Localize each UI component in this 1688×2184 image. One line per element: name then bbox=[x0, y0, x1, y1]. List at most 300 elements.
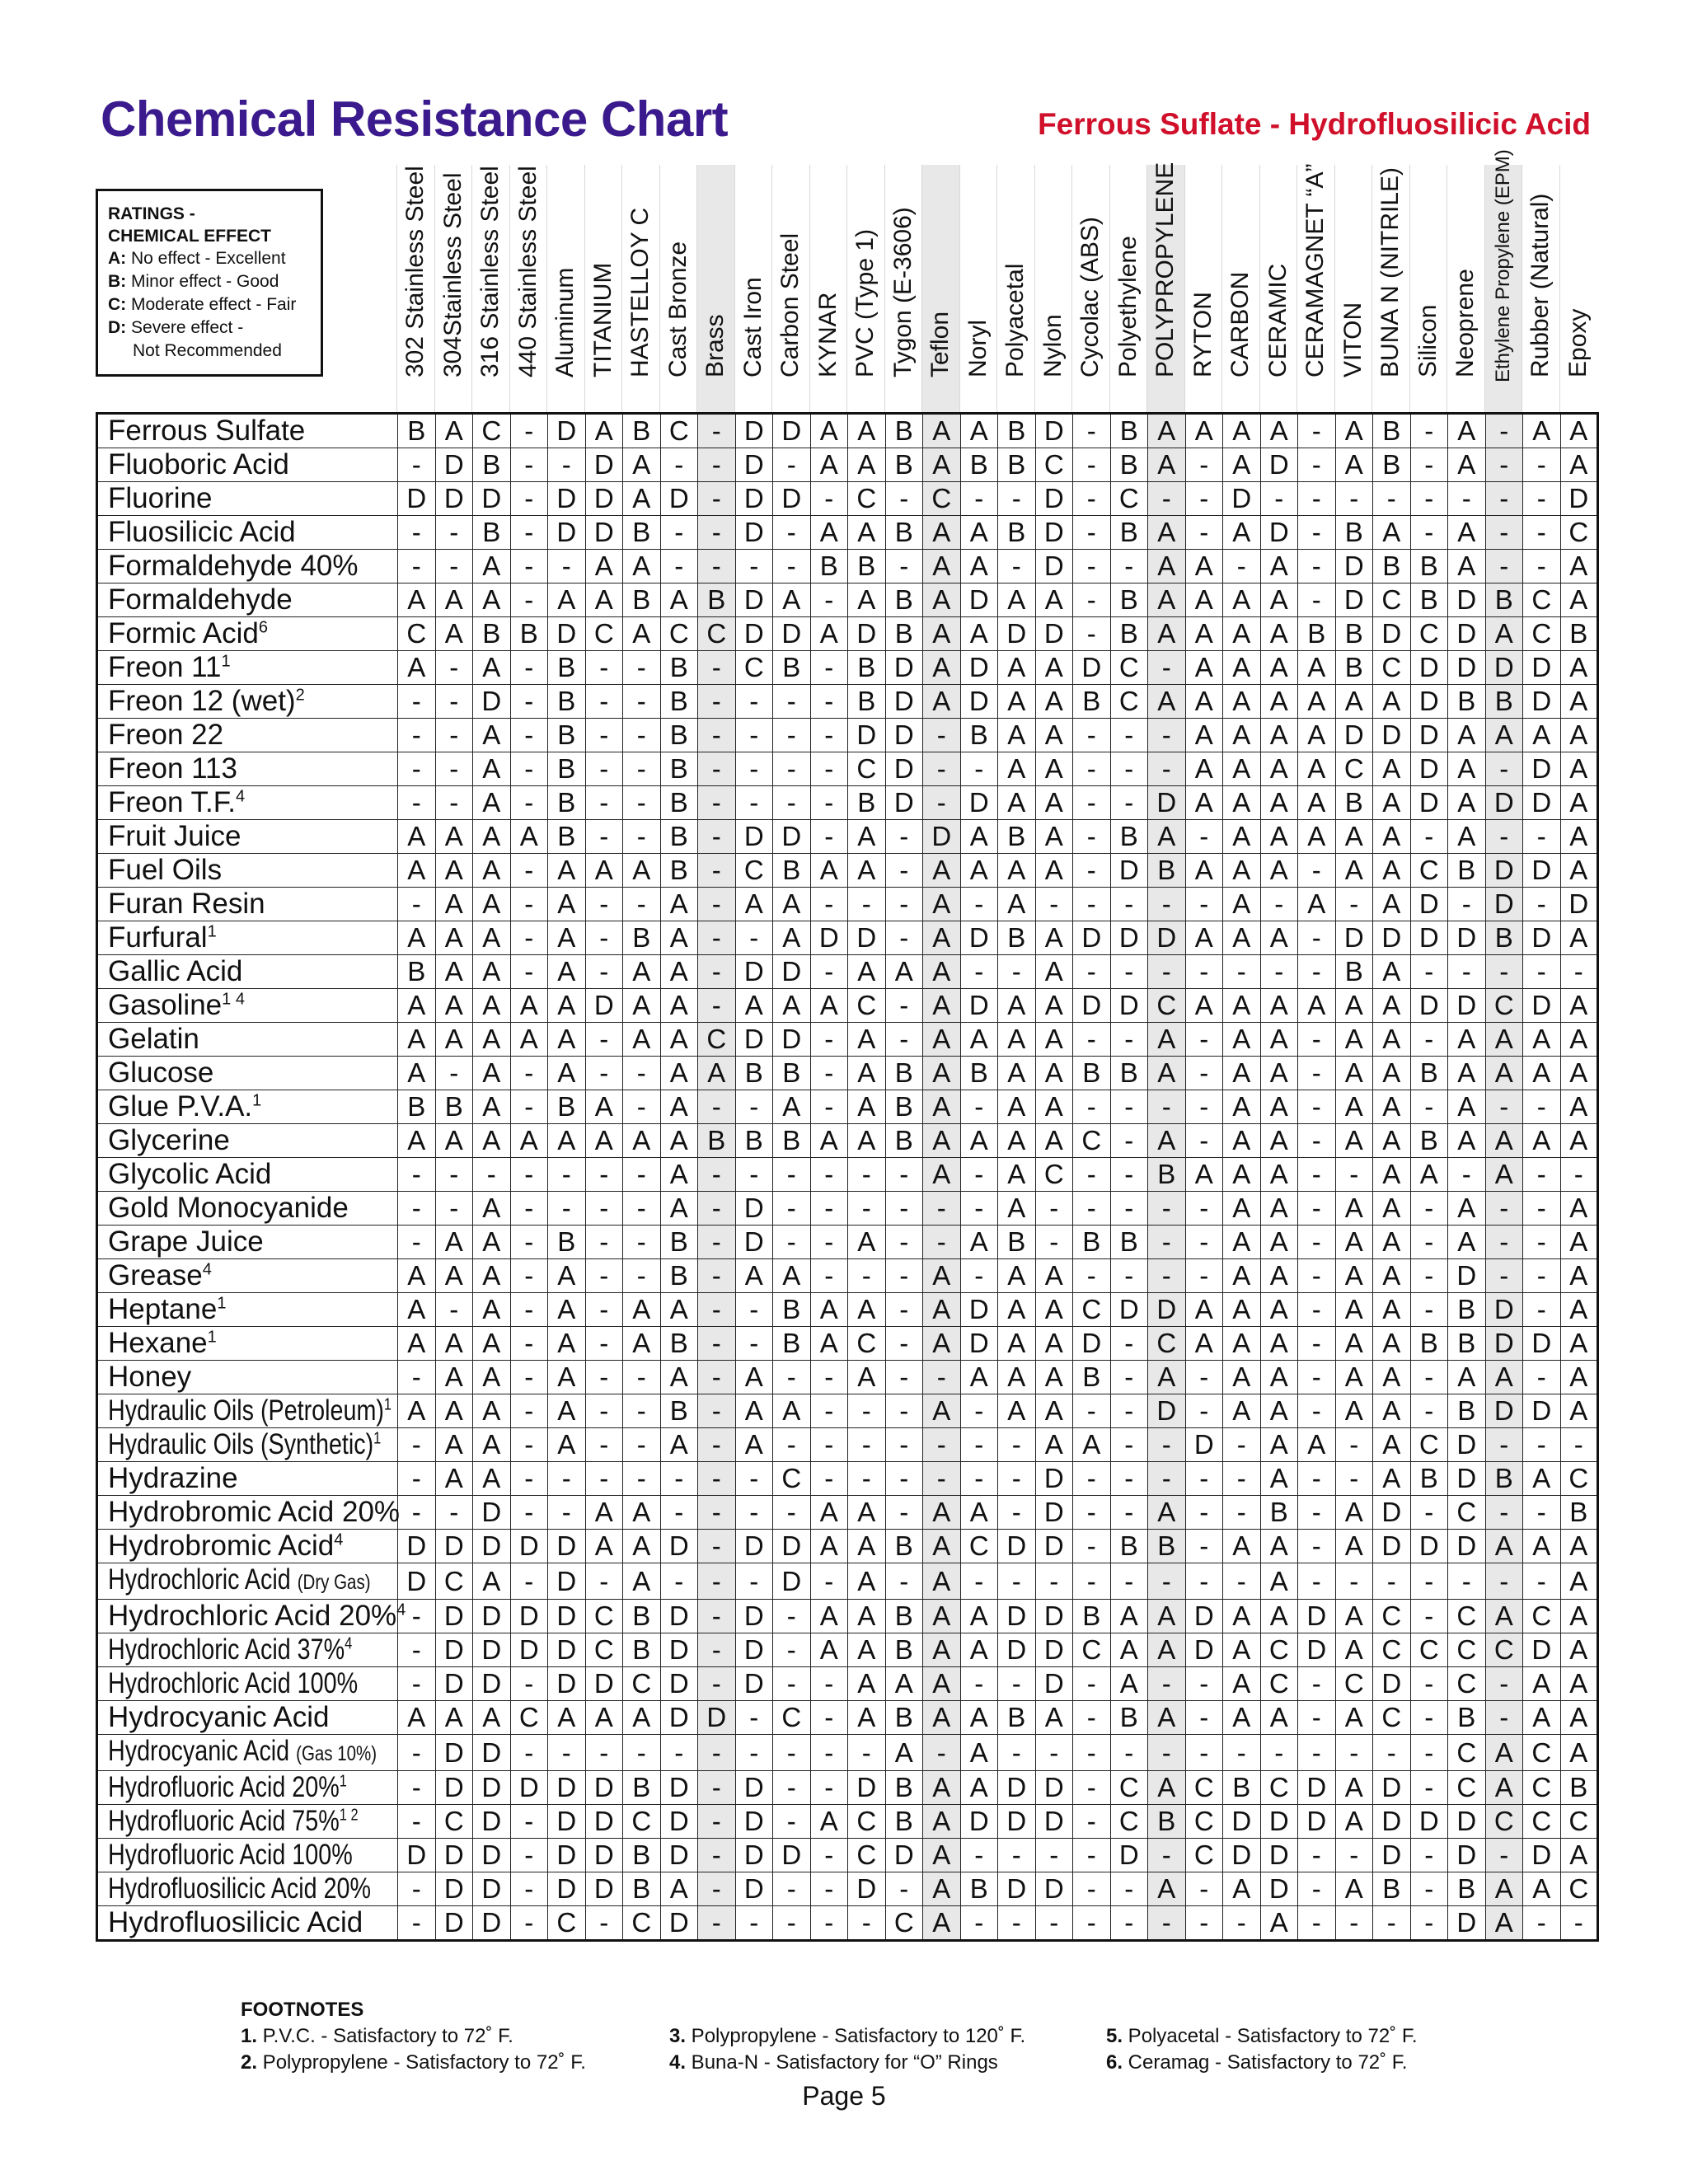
rating-cell: - bbox=[960, 1462, 998, 1496]
rating-cell: B bbox=[548, 752, 586, 786]
rating-cell: - bbox=[1185, 1226, 1223, 1259]
resistance-table bbox=[96, 412, 1599, 1942]
chemical-label: Hydraulic Oils (Petroleum) bbox=[108, 1394, 384, 1427]
rating-cell: A bbox=[923, 1057, 961, 1090]
rating-cell: - bbox=[698, 921, 736, 955]
table-row bbox=[97, 752, 1598, 786]
rating-cell: A bbox=[1035, 1361, 1073, 1394]
rating-cell: B bbox=[1335, 955, 1373, 989]
rating-cell: - bbox=[998, 1839, 1036, 1872]
rating-cell: A bbox=[398, 1701, 436, 1735]
rating-cell: A bbox=[773, 888, 811, 921]
rating-cell: D bbox=[960, 1293, 998, 1327]
rating-cell: A bbox=[1260, 1192, 1298, 1226]
rating-cell: - bbox=[1523, 1563, 1561, 1600]
rating-cell: D bbox=[1448, 1428, 1486, 1462]
column-header bbox=[734, 165, 772, 412]
rating-cell: D bbox=[1298, 1600, 1336, 1633]
rating-cell: D bbox=[660, 1667, 698, 1701]
rating-cell: B bbox=[660, 1327, 698, 1361]
rating-cell: B bbox=[848, 550, 886, 583]
legend-heading: RATINGS - bbox=[108, 204, 195, 223]
rating-cell: - bbox=[1410, 1563, 1448, 1600]
rating-cell: A bbox=[623, 1496, 661, 1530]
rating-cell: A bbox=[623, 1023, 661, 1057]
rating-cell: A bbox=[885, 1735, 923, 1771]
rating-cell: A bbox=[1335, 1090, 1373, 1124]
rating-cell: A bbox=[1260, 1293, 1298, 1327]
rating-cell: C bbox=[848, 752, 886, 786]
rating-cell: D bbox=[660, 1633, 698, 1667]
chemical-name-text bbox=[108, 1906, 363, 1938]
rating-cell: A bbox=[923, 1906, 961, 1941]
rating-cell: A bbox=[960, 1226, 998, 1259]
rating-cell: B bbox=[1410, 1462, 1448, 1496]
chemical-name bbox=[97, 719, 398, 752]
rating-cell: - bbox=[810, 1090, 848, 1124]
rating-cell: B bbox=[1560, 1496, 1598, 1530]
rating-cell: - bbox=[398, 448, 436, 482]
rating-cell: B bbox=[1410, 583, 1448, 617]
rating-cell: A bbox=[1560, 820, 1598, 854]
rating-cell: - bbox=[623, 1394, 661, 1428]
column-header bbox=[396, 165, 434, 412]
rating-cell: A bbox=[1223, 448, 1261, 482]
rating-cell: - bbox=[1260, 888, 1298, 921]
rating-cell: D bbox=[1448, 583, 1486, 617]
chemical-name-text bbox=[108, 415, 305, 447]
rating-cell: - bbox=[1148, 482, 1186, 516]
footnote-text: Polyacetal - Satisfactory to 72˚ F. bbox=[1123, 2025, 1418, 2047]
rating-cell: D bbox=[585, 1839, 623, 1872]
rating-cell: - bbox=[810, 1872, 848, 1906]
rating-cell: - bbox=[1185, 516, 1223, 550]
chemical-name-text bbox=[108, 1872, 371, 1905]
rating-cell: - bbox=[1185, 1462, 1223, 1496]
rating-cell: A bbox=[1035, 752, 1073, 786]
rating-cell: A bbox=[1373, 685, 1411, 719]
rating-cell: D bbox=[960, 685, 998, 719]
rating-cell: - bbox=[623, 719, 661, 752]
column-header bbox=[696, 165, 734, 412]
rating-cell: A bbox=[435, 1394, 473, 1428]
rating-cell: C bbox=[1485, 1805, 1523, 1839]
rating-cell: - bbox=[1298, 1192, 1336, 1226]
rating-cell: A bbox=[810, 1805, 848, 1839]
rating-cell: C bbox=[1523, 583, 1561, 617]
rating-cell: - bbox=[885, 1872, 923, 1906]
rating-cell: C bbox=[1073, 1633, 1111, 1667]
rating-cell: - bbox=[623, 1158, 661, 1192]
rating-cell: D bbox=[773, 1023, 811, 1057]
footnote-ref: 1 bbox=[207, 922, 217, 941]
rating-cell: D bbox=[735, 1600, 773, 1633]
rating-cell: - bbox=[1185, 1259, 1223, 1293]
rating-cell: A bbox=[960, 1735, 998, 1771]
rating-cell: B bbox=[885, 1805, 923, 1839]
rating-cell: B bbox=[548, 820, 586, 854]
rating-cell: A bbox=[1185, 719, 1223, 752]
rating-cell: B bbox=[1335, 786, 1373, 820]
chemical-name bbox=[97, 1124, 398, 1158]
rating-cell: - bbox=[1410, 1906, 1448, 1941]
rating-cell: D bbox=[435, 1906, 473, 1941]
rating-cell: - bbox=[923, 719, 961, 752]
rating-cell: C bbox=[885, 1906, 923, 1941]
rating-cell: A bbox=[998, 752, 1036, 786]
rating-cell: - bbox=[698, 989, 736, 1023]
rating-cell: - bbox=[1410, 1293, 1448, 1327]
rating-cell: - bbox=[998, 482, 1036, 516]
rating-cell: C bbox=[1335, 1667, 1373, 1701]
rating-cell: D bbox=[435, 1872, 473, 1906]
column-header bbox=[1522, 165, 1559, 412]
rating-cell: - bbox=[1110, 550, 1148, 583]
rating-cell: A bbox=[660, 1192, 698, 1226]
rating-cell: - bbox=[660, 1563, 698, 1600]
chemical-name bbox=[97, 1872, 398, 1906]
rating-cell: A bbox=[435, 854, 473, 888]
rating-cell: A bbox=[1448, 1124, 1486, 1158]
rating-cell: A bbox=[1560, 550, 1598, 583]
rating-cell: - bbox=[1110, 1023, 1148, 1057]
rating-cell: B bbox=[1373, 448, 1411, 482]
rating-cell: - bbox=[585, 888, 623, 921]
rating-cell: B bbox=[998, 516, 1036, 550]
rating-cell: A bbox=[1260, 786, 1298, 820]
chemical-name-text bbox=[108, 1192, 349, 1224]
rating-cell: - bbox=[1260, 955, 1298, 989]
rating-cell: A bbox=[1485, 1124, 1523, 1158]
rating-cell: D bbox=[698, 1701, 736, 1735]
rating-cell: A bbox=[810, 516, 848, 550]
chemical-name bbox=[97, 516, 398, 550]
rating-cell: - bbox=[1298, 448, 1336, 482]
chemical-name bbox=[97, 1600, 406, 1633]
rating-cell: C bbox=[773, 1462, 811, 1496]
rating-cell: - bbox=[810, 786, 848, 820]
table-row bbox=[97, 1667, 1598, 1701]
rating-cell: C bbox=[960, 1530, 998, 1563]
rating-cell: C bbox=[585, 1633, 623, 1667]
rating-cell: A bbox=[1335, 1701, 1373, 1735]
rating-cell: - bbox=[510, 1293, 548, 1327]
rating-cell: - bbox=[1185, 1667, 1223, 1701]
rating-cell: - bbox=[810, 955, 848, 989]
rating-cell: - bbox=[1410, 1872, 1448, 1906]
rating-cell: - bbox=[848, 1428, 886, 1462]
chemical-label: Hydrobromic Acid bbox=[108, 1530, 335, 1562]
rating-cell: - bbox=[1185, 820, 1223, 854]
rating-cell: D bbox=[1373, 1771, 1411, 1805]
rating-cell: C bbox=[1373, 1600, 1411, 1633]
rating-cell: D bbox=[1073, 1327, 1111, 1361]
rating-cell: - bbox=[1298, 550, 1336, 583]
rating-cell: D bbox=[848, 719, 886, 752]
rating-cell: - bbox=[1298, 854, 1336, 888]
rating-cell: A bbox=[473, 719, 511, 752]
rating-cell: A bbox=[848, 1361, 886, 1394]
rating-cell: C bbox=[1523, 1735, 1561, 1771]
chemical-name bbox=[97, 482, 398, 516]
rating-cell: - bbox=[398, 1735, 436, 1771]
rating-cell: D bbox=[1223, 1839, 1261, 1872]
chemical-label: Hydrochloric Acid bbox=[108, 1563, 291, 1596]
chemical-label: Glycerine bbox=[108, 1124, 230, 1156]
rating-cell: D bbox=[1560, 888, 1598, 921]
rating-cell: A bbox=[1560, 1735, 1598, 1771]
rating-cell: - bbox=[1410, 1192, 1448, 1226]
rating-cell: A bbox=[1035, 1023, 1073, 1057]
rating-cell: B bbox=[773, 651, 811, 685]
rating-cell: - bbox=[698, 685, 736, 719]
rating-cell: - bbox=[548, 1496, 586, 1530]
chemical-name bbox=[97, 1192, 398, 1226]
rating-cell: - bbox=[1560, 955, 1598, 989]
rating-cell: - bbox=[1485, 1496, 1523, 1530]
rating-cell: - bbox=[1148, 1259, 1186, 1293]
rating-cell: - bbox=[1148, 651, 1186, 685]
rating-cell: A bbox=[623, 482, 661, 516]
rating-cell: - bbox=[960, 752, 998, 786]
column-header-label: Noryl bbox=[964, 319, 992, 377]
table-row bbox=[97, 1226, 1598, 1259]
rating-cell: B bbox=[623, 1600, 661, 1633]
rating-cell: D bbox=[1298, 1771, 1336, 1805]
rating-cell: A bbox=[998, 1158, 1036, 1192]
rating-cell: B bbox=[998, 448, 1036, 482]
rating-cell: - bbox=[698, 1667, 736, 1701]
rating-cell: C bbox=[1523, 1600, 1561, 1633]
rating-cell: B bbox=[660, 854, 698, 888]
rating-cell: A bbox=[1035, 719, 1073, 752]
chemical-label: Furan Resin bbox=[108, 888, 265, 920]
rating-cell: D bbox=[1410, 719, 1448, 752]
chemical-name bbox=[97, 752, 398, 786]
column-header-label: 440 Stainless Steel bbox=[513, 166, 542, 377]
rating-cell: A bbox=[1260, 583, 1298, 617]
rating-cell: A bbox=[660, 583, 698, 617]
rating-cell: C bbox=[1073, 1293, 1111, 1327]
rating-cell: D bbox=[885, 786, 923, 820]
rating-cell: D bbox=[473, 1771, 511, 1805]
rating-cell: D bbox=[1523, 1839, 1561, 1872]
rating-cell: - bbox=[1073, 752, 1111, 786]
rating-cell: D bbox=[960, 786, 998, 820]
rating-cell: - bbox=[773, 1428, 811, 1462]
rating-cell: A bbox=[1448, 448, 1486, 482]
rating-cell: D bbox=[1373, 617, 1411, 651]
rating-cell: D bbox=[435, 1771, 473, 1805]
rating-cell: - bbox=[1410, 1496, 1448, 1530]
rating-cell: - bbox=[585, 1563, 623, 1600]
rating-cell: A bbox=[660, 888, 698, 921]
column-header bbox=[1109, 165, 1147, 412]
rating-cell: - bbox=[735, 1906, 773, 1941]
rating-cell: - bbox=[1523, 1226, 1561, 1259]
rating-cell: A bbox=[1223, 1192, 1261, 1226]
rating-cell: - bbox=[1185, 955, 1223, 989]
footnote-4 bbox=[669, 2051, 998, 2074]
page-title: Chemical Resistance Chart bbox=[101, 91, 729, 147]
chemical-name-text bbox=[108, 1771, 347, 1804]
rating-cell: A bbox=[435, 921, 473, 955]
chemical-label: Fuel Oils bbox=[108, 854, 223, 886]
rating-cell: B bbox=[1448, 1293, 1486, 1327]
rating-cell: - bbox=[1073, 955, 1111, 989]
rating-cell: D bbox=[735, 583, 773, 617]
rating-cell: D bbox=[1260, 448, 1298, 482]
rating-cell: - bbox=[585, 651, 623, 685]
rating-cell: - bbox=[1148, 719, 1186, 752]
column-header bbox=[1372, 165, 1409, 412]
rating-cell: D bbox=[1110, 854, 1148, 888]
chemical-name-text bbox=[108, 1023, 199, 1055]
legend-item-c bbox=[108, 293, 311, 316]
chemical-name-text bbox=[108, 1158, 271, 1190]
rating-cell: A bbox=[998, 1023, 1036, 1057]
chemical-name bbox=[97, 989, 398, 1023]
rating-cell: - bbox=[660, 516, 698, 550]
rating-cell: - bbox=[1073, 1667, 1111, 1701]
rating-cell: - bbox=[885, 1462, 923, 1496]
rating-cell: A bbox=[998, 1327, 1036, 1361]
chemical-name-text bbox=[108, 1633, 352, 1666]
rating-cell: D bbox=[1523, 651, 1561, 685]
rating-cell: D bbox=[1448, 1805, 1486, 1839]
rating-cell: A bbox=[473, 1090, 511, 1124]
rating-cell: - bbox=[585, 1735, 623, 1771]
rating-cell: D bbox=[1448, 921, 1486, 955]
chemical-name bbox=[97, 1023, 398, 1057]
rating-cell: C bbox=[1410, 617, 1448, 651]
rating-cell: - bbox=[1410, 955, 1448, 989]
rating-cell: A bbox=[1148, 1701, 1186, 1735]
rating-cell: A bbox=[473, 1124, 511, 1158]
rating-cell: A bbox=[1373, 1090, 1411, 1124]
rating-cell: - bbox=[1148, 1192, 1186, 1226]
rating-cell: - bbox=[1185, 1090, 1223, 1124]
rating-cell: A bbox=[660, 1158, 698, 1192]
rating-cell: B bbox=[960, 448, 998, 482]
rating-cell: - bbox=[698, 1226, 736, 1259]
legend-text: Minor effect - Good bbox=[126, 272, 279, 291]
rating-cell: - bbox=[398, 1496, 436, 1530]
chemical-label: Heptane bbox=[108, 1293, 218, 1325]
rating-cell: - bbox=[773, 719, 811, 752]
rating-cell: - bbox=[960, 1906, 998, 1941]
rating-cell: A bbox=[1298, 786, 1336, 820]
rating-cell: A bbox=[473, 1428, 511, 1462]
footnote-number: 4. bbox=[669, 2051, 687, 2074]
rating-cell: D bbox=[735, 516, 773, 550]
rating-cell: - bbox=[585, 1394, 623, 1428]
rating-cell: A bbox=[1523, 1462, 1561, 1496]
rating-cell: A bbox=[548, 1361, 586, 1394]
rating-cell: A bbox=[1260, 854, 1298, 888]
rating-cell: B bbox=[1223, 1771, 1261, 1805]
column-header bbox=[1146, 162, 1184, 412]
rating-cell: D bbox=[1260, 1805, 1298, 1839]
rating-cell: A bbox=[1373, 1226, 1411, 1259]
rating-cell: A bbox=[1148, 1633, 1186, 1667]
column-header-label: KYNAR bbox=[814, 292, 842, 377]
rating-cell: B bbox=[660, 820, 698, 854]
rating-cell: A bbox=[1560, 1293, 1598, 1327]
table-row bbox=[97, 617, 1598, 651]
rating-cell: - bbox=[510, 1057, 548, 1090]
rating-cell: D bbox=[1110, 921, 1148, 955]
rating-cell: - bbox=[698, 1563, 736, 1600]
rating-cell: A bbox=[1373, 854, 1411, 888]
rating-cell: A bbox=[1260, 1327, 1298, 1361]
rating-cell: A bbox=[960, 1124, 998, 1158]
footnote-ref: 2 bbox=[295, 686, 305, 705]
chemical-name bbox=[97, 1259, 398, 1293]
rating-cell: - bbox=[398, 550, 436, 583]
rating-cell: A bbox=[660, 1293, 698, 1327]
rating-cell: A bbox=[998, 651, 1036, 685]
rating-cell: B bbox=[885, 1771, 923, 1805]
rating-cell: D bbox=[1185, 1600, 1223, 1633]
rating-cell: B bbox=[1110, 516, 1148, 550]
rating-cell: A bbox=[1335, 820, 1373, 854]
legend-key: D: bbox=[108, 318, 127, 337]
rating-cell: A bbox=[923, 888, 961, 921]
rating-cell: A bbox=[848, 414, 886, 448]
rating-cell: C bbox=[923, 482, 961, 516]
rating-cell: D bbox=[735, 617, 773, 651]
rating-cell: A bbox=[998, 989, 1036, 1023]
rating-cell: B bbox=[1485, 1462, 1523, 1496]
rating-cell: A bbox=[623, 448, 661, 482]
chemical-name-text bbox=[108, 1057, 213, 1089]
rating-cell: - bbox=[1073, 1259, 1111, 1293]
rating-cell: A bbox=[1148, 685, 1186, 719]
rating-cell: - bbox=[1148, 1667, 1186, 1701]
rating-cell: A bbox=[435, 1023, 473, 1057]
rating-cell: - bbox=[435, 550, 473, 583]
rating-cell: D bbox=[435, 1600, 473, 1633]
rating-cell: - bbox=[510, 1090, 548, 1124]
rating-cell: - bbox=[1523, 1158, 1561, 1192]
rating-cell: A bbox=[473, 550, 511, 583]
rating-cell: A bbox=[1148, 1600, 1186, 1633]
rating-cell: - bbox=[1298, 1124, 1336, 1158]
chemical-name-text bbox=[108, 1563, 371, 1599]
footnote-ref: 1 bbox=[252, 1091, 262, 1110]
rating-cell: - bbox=[1073, 1394, 1111, 1428]
chemical-label: Hydrofluoric Acid 75% bbox=[108, 1805, 340, 1837]
rating-cell: B bbox=[660, 651, 698, 685]
rating-cell: A bbox=[398, 1057, 436, 1090]
legend-heading: CHEMICAL EFFECT bbox=[108, 227, 271, 246]
rating-cell: B bbox=[1110, 583, 1148, 617]
rating-cell: B bbox=[660, 1394, 698, 1428]
rating-cell: - bbox=[998, 1563, 1036, 1600]
rating-cell: - bbox=[435, 685, 473, 719]
rating-cell: A bbox=[398, 1293, 436, 1327]
rating-cell: D bbox=[773, 617, 811, 651]
chemical-name-text bbox=[108, 854, 222, 886]
rating-cell: - bbox=[1335, 1839, 1373, 1872]
rating-cell: B bbox=[1373, 414, 1411, 448]
rating-cell: A bbox=[623, 854, 661, 888]
rating-cell: D bbox=[1410, 786, 1448, 820]
rating-cell: - bbox=[1185, 888, 1223, 921]
rating-cell: - bbox=[1185, 1124, 1223, 1158]
rating-cell: A bbox=[1223, 921, 1261, 955]
